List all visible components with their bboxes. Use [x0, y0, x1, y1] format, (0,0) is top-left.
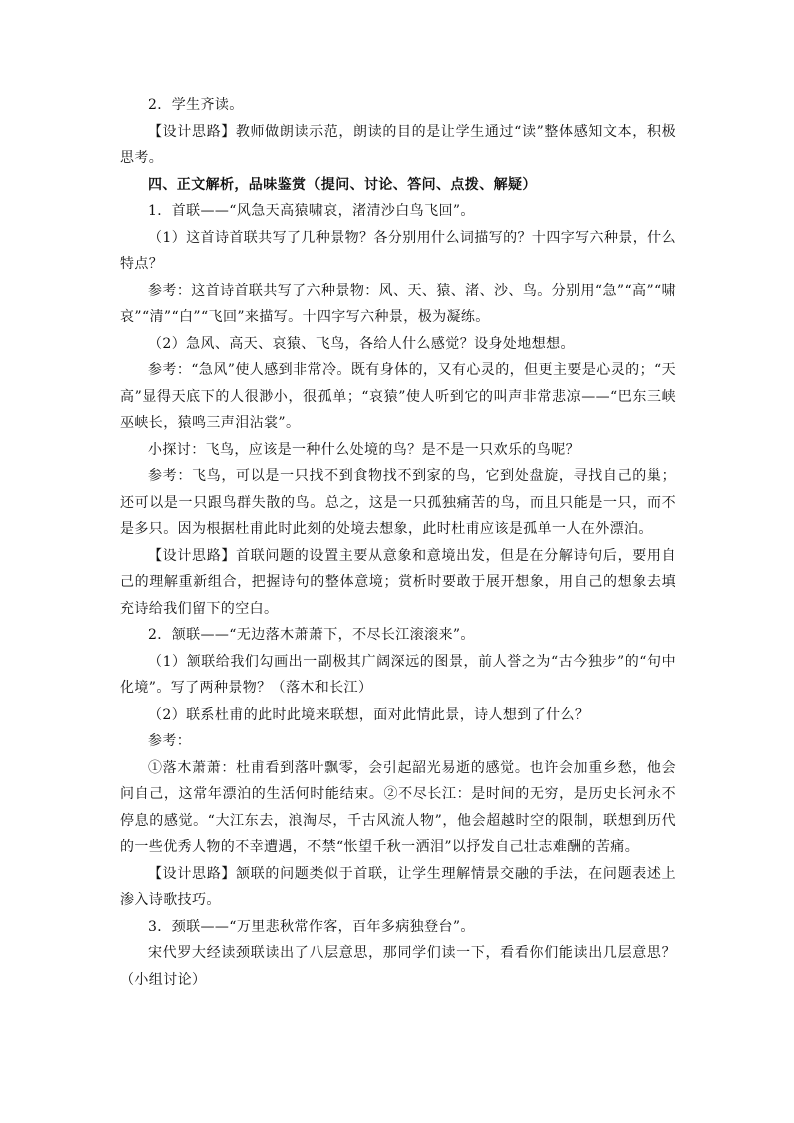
- third-couplet-question: 宋代罗大经读颈联读出了八层意思，那同学们读一下，看看你们能读出几层意思？（小组讨论）: [120, 945, 676, 988]
- third-couplet-title: 3．颈联——“万里悲秋常作客，百年多病独登台”。: [148, 918, 475, 935]
- mini-discussion-question: 小探讨：飞鸟，应该是一种什么处境的鸟？是不是一只欢乐的鸟呢？: [148, 441, 580, 458]
- step-2-class-reading: 2．学生齐读。: [148, 97, 244, 113]
- design-idea-first-couplet: 【设计思路】首联问题的设置主要从意象和意境出发，但是在分解诗句后，要用自己的理解重新组合，把握诗句的整体意境；赏析时要敢于展开想象，用自己的想象去填充诗给我们留下的空白。: [120, 547, 676, 617]
- section-heading-text-analysis: 四、正文解析，品味鉴赏（提问、讨论、答问、点拨、解疑）: [148, 176, 537, 193]
- design-idea-reading: 【设计思路】教师做朗读示范，朗读的目的是让学生通过“读”整体感知文本，积极思考。: [120, 123, 676, 166]
- first-couplet-question-2: （2）急风、高天、哀猿、飞鸟，各给人什么感觉？设身处地想想。: [148, 335, 575, 352]
- design-idea-second-couplet: 【设计思路】颔联的问题类似于首联，让学生理解情景交融的手法，在问题表述上渗入诗歌技巧。: [120, 865, 676, 908]
- first-couplet-answer-2: 参考：“急风”使人感到非常冷。既有身体的，又有心灵的，但更主要是心灵的；“天高”显得天底下的人很渺小，很孤单；“哀猿”使人听到它的叫声非常悲凉——“巴东三峡巫峡长，猿鸣三声泪沾裳”。: [120, 362, 676, 431]
- page-content: [120, 92, 676, 993]
- first-couplet-question-1: （1）这首诗首联共写了几种景物？各分别用什么词描写的？十四字写六种景，什么特点？: [120, 229, 676, 272]
- first-couplet-title: 1．首联——“风急天高猿啸哀，渚清沙白鸟飞回”。: [148, 203, 475, 219]
- first-couplet-answer-1: 参考：这首诗首联共写了六种景物：风、天、猿、渚、沙、鸟。分别用“急”“高”“啸哀”“清”“白”“飞回”来描写。十四字写六种景，极为凝练。: [120, 282, 676, 325]
- reference-label: 参考：: [148, 733, 192, 749]
- second-couplet-title: 2．颔联——“无边落木萧萧下，不尽长江滚滚来”。: [148, 627, 475, 643]
- mini-discussion-answer: 参考：飞鸟，可以是一只找不到食物找不到家的鸟，它到处盘旋，寻找自己的巢；还可以是一只跟鸟群失散的鸟。总之，这是一只孤独痛苦的鸟，而且只能是一只，而不是多只。因为根据杜甫此时此刻的处境去想象，此时杜甫应该是孤单一人在外漂泊。: [120, 468, 676, 537]
- second-couplet-question-1: （1）颔联给我们勾画出一副极其广阔深远的图景，前人誉之为“古今独步”的“句中化境”。写了两种景物？（落木和长江）: [120, 653, 676, 696]
- second-couplet-question-2: （2）联系杜甫的此时此境来联想，面对此情此景，诗人想到了什么？: [148, 706, 590, 723]
- second-couplet-answer: ①落木萧萧：杜甫看到落叶飘零，会引起韶光易逝的感觉。也许会加重乡愁，他会问自己，这常年漂泊的生活何时能结束。②不尽长江：是时间的无穷，是历史长河永不停息的感觉。“大江东去，浪淘尽，千古风流人物”，他会超越时空的限制，联想到历代的一些优秀人物的不幸遭遇，不禁“怅望千秋一洒泪”以抒发自己壮志难酬的苦痛。: [120, 759, 676, 855]
